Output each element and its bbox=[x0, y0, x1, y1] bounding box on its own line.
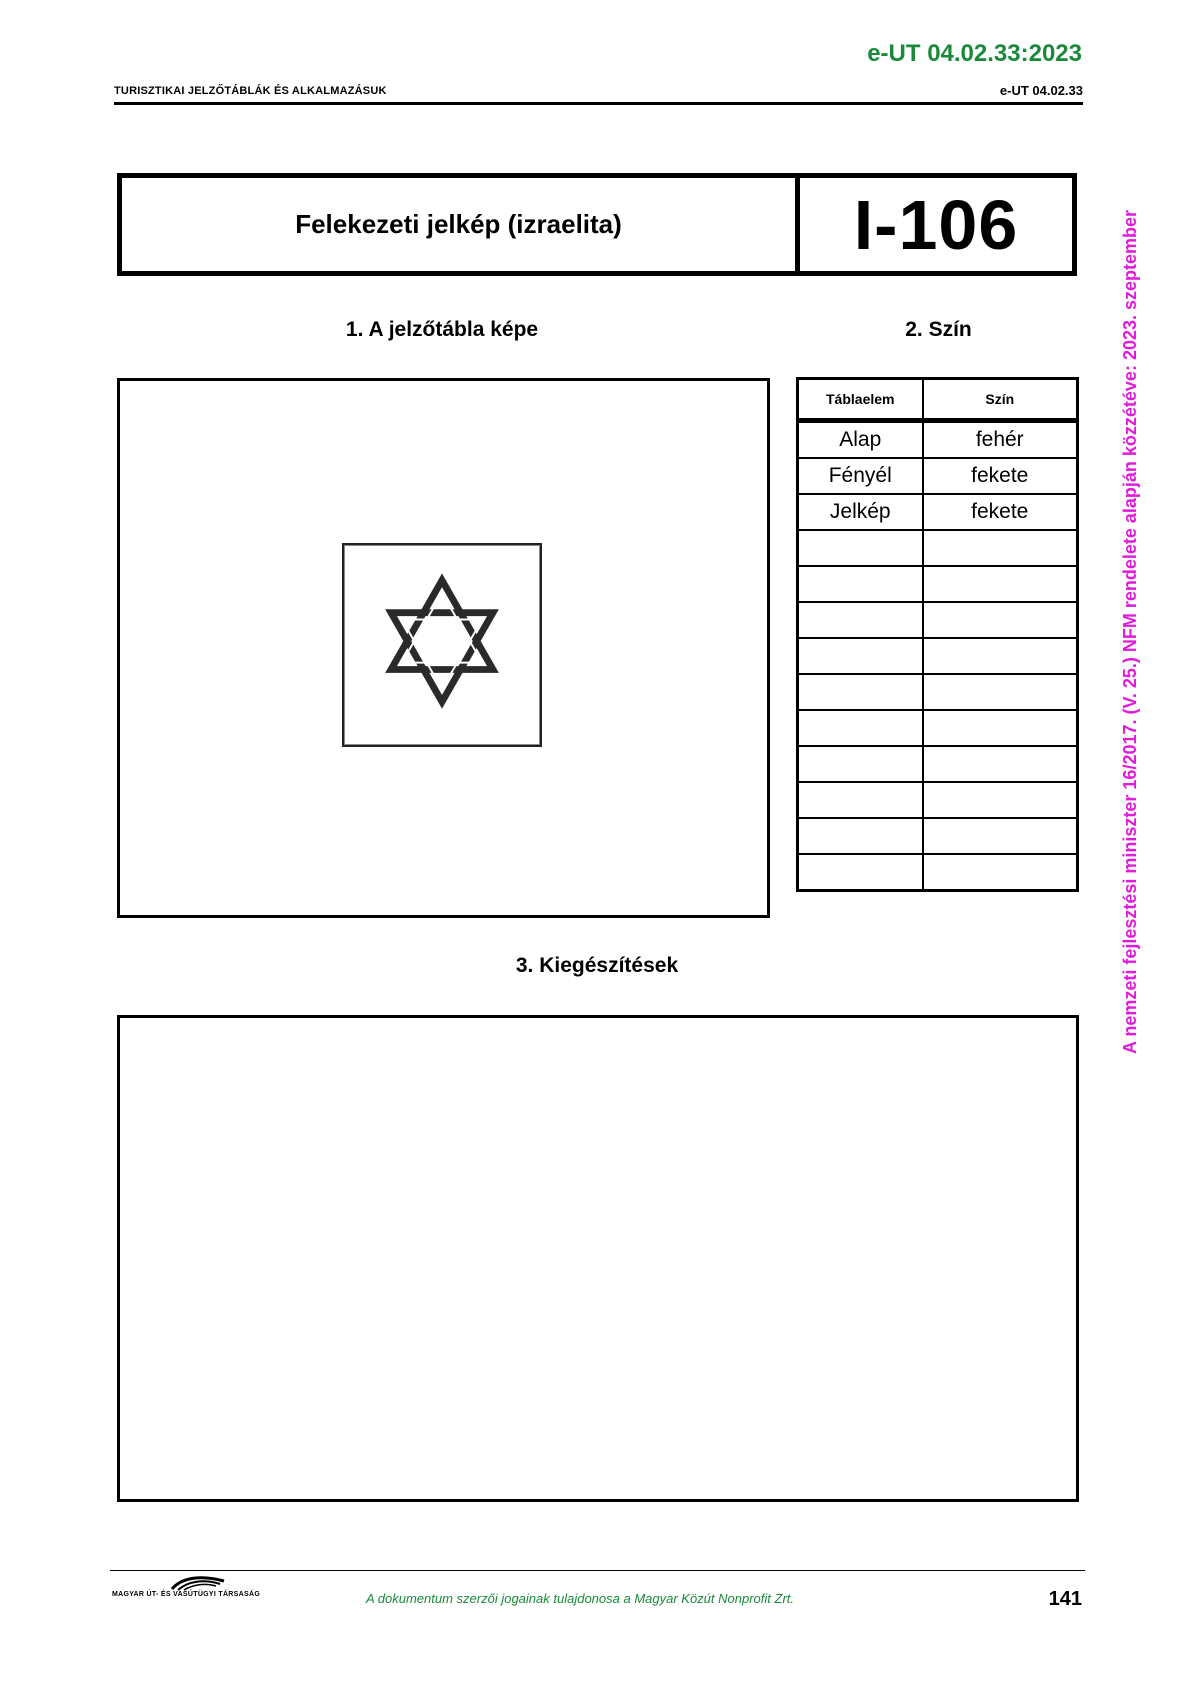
section-heading-color: 2. Szín bbox=[905, 318, 972, 341]
running-header bbox=[114, 82, 1083, 105]
table-row bbox=[798, 746, 1078, 782]
table-row bbox=[798, 674, 1078, 710]
extras-box bbox=[117, 1015, 1079, 1502]
sign-code: I-106 bbox=[853, 185, 1019, 264]
cell-element bbox=[798, 710, 923, 746]
cell-element: Jelkép bbox=[798, 494, 923, 530]
cell-element: Fényél bbox=[798, 458, 923, 494]
cell-color bbox=[923, 530, 1078, 566]
cell-color bbox=[923, 710, 1078, 746]
cell-element bbox=[798, 530, 923, 566]
table-row bbox=[798, 566, 1078, 602]
cell-element bbox=[798, 818, 923, 854]
footer-rule bbox=[110, 1570, 1085, 1571]
cell-element bbox=[798, 602, 923, 638]
footer-logo bbox=[112, 1573, 262, 1603]
table-row bbox=[798, 494, 1078, 530]
footer-copyright: A dokumentum szerzői jogainak tulajdonosa a Magyar Közút Nonprofit Zrt. bbox=[365, 1591, 794, 1606]
cell-color bbox=[923, 818, 1078, 854]
running-header-code: e-UT 04.02.33 bbox=[999, 83, 1083, 98]
cell-color bbox=[923, 638, 1078, 674]
sign-name: Felekezeti jelkép (izraelita) bbox=[122, 178, 800, 271]
society-logo-icon bbox=[112, 1573, 262, 1591]
table-row bbox=[798, 710, 1078, 746]
sign-title-box bbox=[117, 173, 1077, 276]
cell-element bbox=[798, 782, 923, 818]
section-heading-image: 1. A jelzőtábla képe bbox=[345, 318, 539, 341]
cell-element bbox=[798, 746, 923, 782]
cell-element bbox=[798, 566, 923, 602]
cell-color: fekete bbox=[923, 458, 1078, 494]
cell-color bbox=[923, 674, 1078, 710]
color-table-header bbox=[798, 379, 1078, 421]
column-header-color: Szín bbox=[923, 379, 1078, 421]
footer-logo-text: MAGYAR ÚT- ÉS VASÚTÜGYI TÁRSASÁG bbox=[112, 1591, 261, 1598]
sign-image bbox=[342, 543, 542, 747]
cell-color: fehér bbox=[923, 421, 1078, 459]
table-row bbox=[798, 818, 1078, 854]
cell-element bbox=[798, 674, 923, 710]
table-row bbox=[798, 782, 1078, 818]
cell-color bbox=[923, 854, 1078, 891]
cell-color bbox=[923, 566, 1078, 602]
cell-color bbox=[923, 782, 1078, 818]
running-header-title: TURISZTIKAI JELZŐTÁBLÁK ÉS ALKALMAZÁSUK bbox=[114, 85, 387, 97]
column-header-element: Táblaelem bbox=[798, 379, 923, 421]
cell-color: fekete bbox=[923, 494, 1078, 530]
page-number: 141 bbox=[1048, 1588, 1082, 1610]
cell-element: Alap bbox=[798, 421, 923, 459]
color-table bbox=[796, 377, 1079, 892]
star-of-david-icon bbox=[344, 545, 540, 745]
section-heading-extra: 3. Kiegészítések bbox=[515, 954, 679, 977]
table-row bbox=[798, 602, 1078, 638]
publication-note: A nemzeti fejlesztési miniszter 16/2017. (V. 25.) NFM rendelete alapján közzétéve: 2023. szeptember bbox=[1120, 209, 1140, 1055]
table-row bbox=[798, 854, 1078, 891]
cell-color bbox=[923, 746, 1078, 782]
table-row bbox=[798, 638, 1078, 674]
document-code: e-UT 04.02.33:2023 bbox=[867, 40, 1082, 67]
table-row bbox=[798, 421, 1078, 459]
cell-element bbox=[798, 638, 923, 674]
table-row bbox=[798, 530, 1078, 566]
cell-color bbox=[923, 602, 1078, 638]
cell-element bbox=[798, 854, 923, 891]
table-row bbox=[798, 458, 1078, 494]
